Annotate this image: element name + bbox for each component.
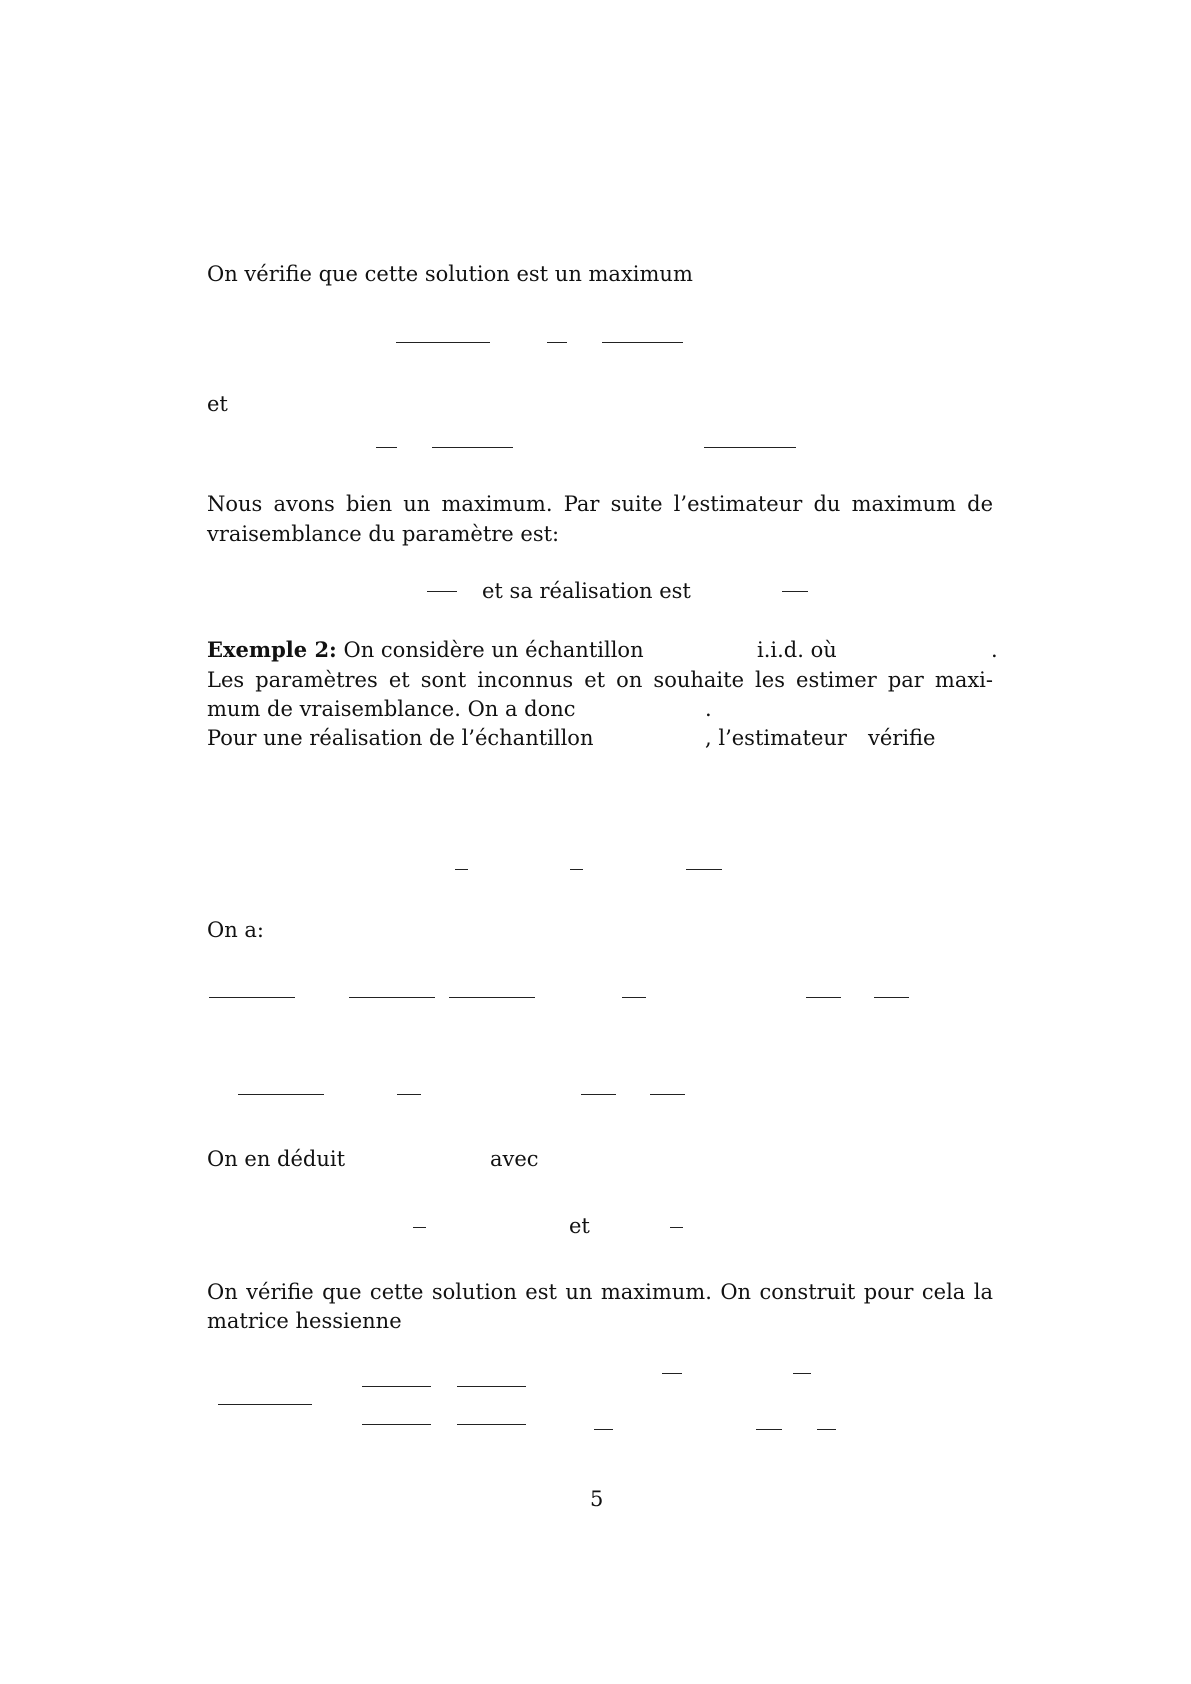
fraction-bar: [432, 447, 513, 448]
example-2-period: .: [991, 638, 998, 662]
fraction-bar: [218, 1404, 312, 1405]
example-2-heading: [207, 636, 644, 664]
fraction-bar: [817, 1429, 836, 1430]
fraction-bar: [362, 1424, 431, 1425]
fraction-bar: [670, 1227, 683, 1228]
fraction-bar: [793, 1373, 811, 1374]
estimator-text: et sa réalisation est: [482, 579, 691, 603]
fraction-bar: [209, 997, 295, 998]
example-2-line-2: Les paramètres et sont inconnus et on souhaite les estimer par maxi-: [207, 668, 993, 692]
fraction-bar: [427, 591, 457, 592]
fraction-bar: [782, 591, 808, 592]
on-a-label: On a:: [207, 918, 265, 942]
avec-text: avec: [490, 1147, 539, 1171]
paragraph-conclusion-line-1: Nous avons bien un maximum. Par suite l’estimateur du maximum de: [207, 492, 993, 516]
fraction-bar: [874, 997, 909, 998]
example-2-text: On considère un échantillon: [343, 638, 644, 662]
example-2-line-4-estimator: , l’estimateur: [705, 726, 847, 750]
fraction-bar: [449, 997, 535, 998]
fraction-bar: [457, 1386, 526, 1387]
fraction-bar: [397, 1094, 421, 1095]
connector-et: et: [207, 392, 228, 416]
example-2-line-3: mum de vraisemblance. On a donc: [207, 697, 576, 721]
paragraph-hessian-line-2: matrice hessienne: [207, 1309, 402, 1333]
fraction-bar: [594, 1429, 613, 1430]
example-2-line-3-period: .: [705, 697, 712, 721]
page-number: 5: [590, 1487, 604, 1511]
paragraph-verify-maximum: On vérifie que cette solution est un maximum: [207, 262, 693, 286]
example-2-iid: i.i.d. où: [757, 638, 837, 662]
fraction-bar: [396, 342, 490, 343]
deduction-text: On en déduit: [207, 1147, 346, 1171]
connector-et-2: et: [569, 1214, 590, 1238]
fraction-bar: [570, 869, 583, 870]
fraction-bar: [650, 1094, 685, 1095]
fraction-bar: [376, 447, 397, 448]
fraction-bar: [547, 342, 567, 343]
fraction-bar: [704, 447, 796, 448]
example-2-label: Exemple 2:: [207, 637, 337, 662]
fraction-bar: [457, 1424, 526, 1425]
fraction-bar: [455, 869, 468, 870]
fraction-bar: [238, 1094, 324, 1095]
fraction-bar: [362, 1386, 431, 1387]
fraction-bar: [349, 997, 435, 998]
example-2-line-4-verifie: vérifie: [868, 726, 936, 750]
fraction-bar: [602, 342, 683, 343]
fraction-bar: [662, 1373, 682, 1374]
fraction-bar: [686, 869, 722, 870]
paragraph-conclusion-line-2: vraisemblance du paramètre est:: [207, 522, 560, 546]
fraction-bar: [413, 1227, 426, 1228]
fraction-bar: [622, 997, 646, 998]
fraction-bar: [806, 997, 841, 998]
fraction-bar: [581, 1094, 616, 1095]
fraction-bar: [756, 1429, 782, 1430]
example-2-line-4: Pour une réalisation de l’échantillon: [207, 726, 594, 750]
paragraph-hessian-line-1: On vérifie que cette solution est un maximum. On construit pour cela la: [207, 1280, 993, 1304]
